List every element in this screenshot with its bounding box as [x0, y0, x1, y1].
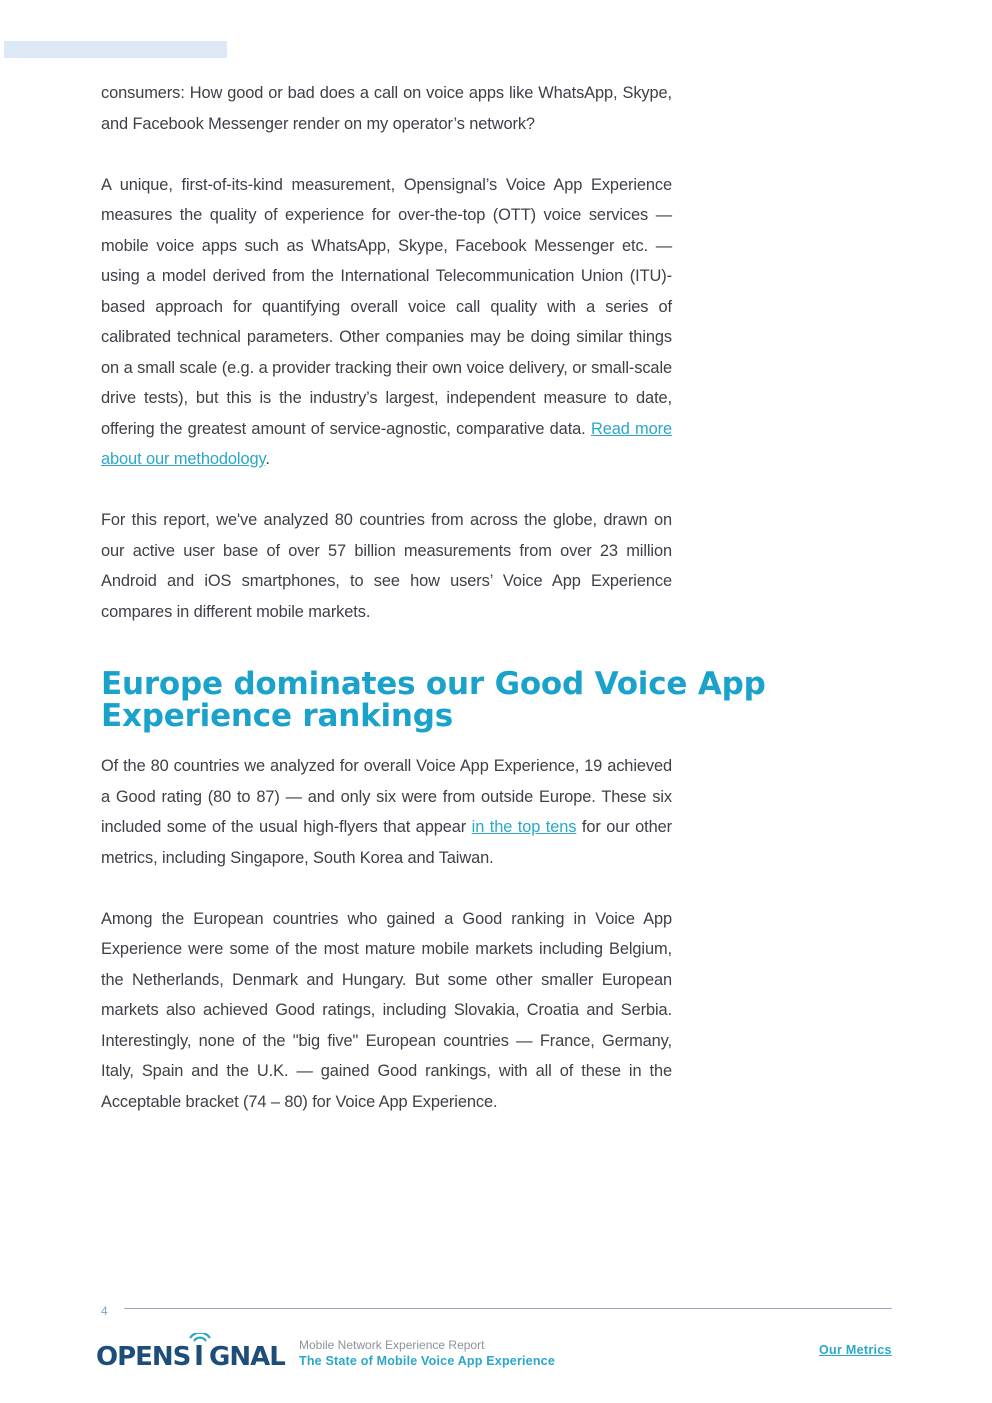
period: .: [265, 450, 270, 468]
report-subtitle: The State of Mobile Voice App Experience: [299, 1354, 555, 1368]
section-paragraph-1-end: for our other metrics, including Singapore, South Korea and Taiwan.: [101, 818, 672, 867]
our-metrics-link[interactable]: Our Metrics: [819, 1343, 892, 1357]
logo-text-part1: OPENS: [96, 1342, 191, 1369]
signal-icon: [190, 1333, 210, 1365]
section-paragraph-1: [101, 751, 672, 873]
intro-paragraph-2-text: A unique, first-of-its-kind measurement, Opensignal’s Voice App Experience measures the quality of experience for over-the-top (OTT) voice services — mobile voice apps such as WhatsApp, Skype, Facebook Messenger etc. — using a model derived from the International Telecommunication Union (ITU)-based approach for quantifying overall voice call quality with a series of calibrated technical parameters. Other companies may be doing similar things on a small scale (e.g. a provider tracking their own voice delivery, or small-scale drive tests), but this is the industry’s largest, independent measure to date, offering the greatest amount of service-agnostic, comparative data.: [101, 175, 672, 438]
page-number: 4: [101, 1304, 108, 1318]
footer-divider: [124, 1308, 892, 1309]
opensignal-logo: [96, 1333, 286, 1369]
intro-paragraph-2: [101, 170, 672, 475]
section-paragraph-1-text: Of the 80 countries we analyzed for overall Voice App Experience, 19 achieved a Good rating (80 to 87) — and only six were from outside Europe. These six included some of the usual high-flyers that appear: [101, 757, 672, 836]
section-text-block: [101, 751, 672, 1117]
intro-paragraph-3: For this report, we've analyzed 80 countries from across the globe, drawn on our active user base of over 57 billion measurements from over 23 million Android and iOS smartphones, to see how users’ Voice App Experience compares in different mobile markets.: [101, 511, 672, 621]
report-info: [299, 1338, 555, 1370]
report-title: Mobile Network Experience Report: [299, 1338, 485, 1352]
methodology-link[interactable]: Read more about our methodology: [101, 419, 672, 468]
intro-paragraph-1: consumers: How good or bad does a call on voice apps like WhatsApp, Skype, and Facebook Messenger render on my operator’s network?: [101, 84, 672, 133]
section-heading: Europe dominates our Good Voice App Experience rankings: [101, 666, 766, 734]
top-tens-link[interactable]: in the top tens: [471, 818, 577, 836]
header-accent-bar: [4, 41, 227, 58]
section-paragraph-2: Among the European countries who gained a Good ranking in Voice App Experience were some of the most mature mobile markets including Belgium, the Netherlands, Denmark and Hungary. But some other smaller European markets also achieved Good ratings, including Slovakia, Croatia and Serbia. Interestingly, none of the "big five" European countries — France, Germany, Italy, Spain and the U.K. — gained Good rankings, with all of these in the Acceptable bracket (74 – 80) for Voice App Experience.: [101, 909, 672, 1111]
logo-text-part2: GNAL: [209, 1342, 285, 1369]
intro-text-block: [101, 78, 672, 627]
